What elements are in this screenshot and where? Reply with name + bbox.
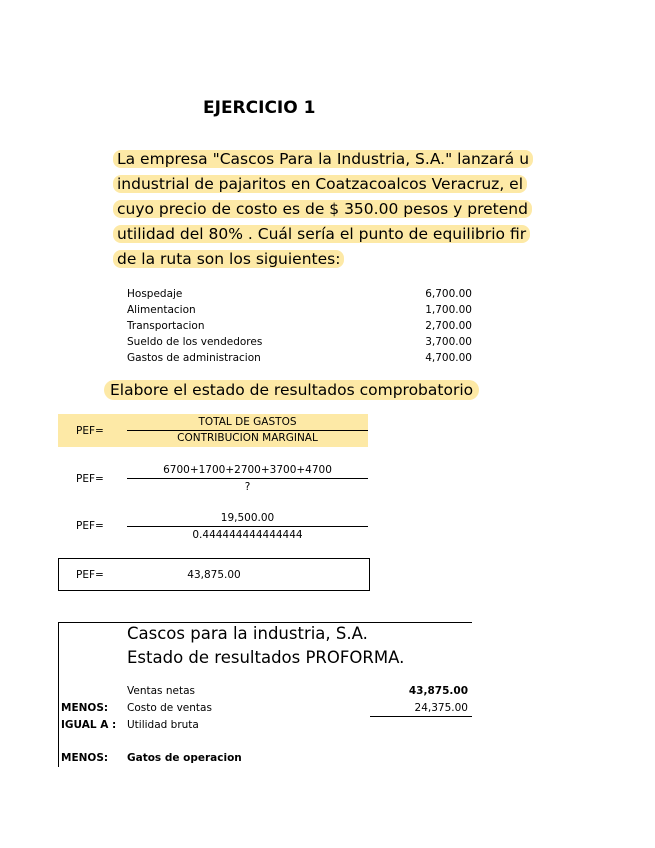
expense-row xyxy=(127,286,472,302)
fraction-line xyxy=(127,526,368,527)
expense-row xyxy=(127,350,472,366)
problem-line: utilidad del 80% . Cuál sería el punto de equilibrio fir xyxy=(113,222,655,247)
statement-title: Estado de resultados PROFORMA. xyxy=(127,648,405,667)
problem-line: La empresa "Cascos Para la Industria, S.A." lanzará u xyxy=(113,147,655,172)
expense-row xyxy=(127,318,472,334)
row-amount: 43,875.00 xyxy=(408,685,468,697)
expense-amount: 4,700.00 xyxy=(425,352,472,364)
pef-denominator: 0.444444444444444 xyxy=(192,529,303,541)
problem-line: cuyo precio de costo es de $ 350.00 pesos y pretend xyxy=(113,197,655,222)
problem-statement xyxy=(113,147,655,272)
statement-left-border xyxy=(58,622,59,767)
row-prefix: MENOS: xyxy=(61,752,109,764)
problem-line: de la ruta son los siguientes: xyxy=(113,247,655,272)
pef-label: PEF= xyxy=(76,473,104,485)
pef-label: PEF= xyxy=(76,425,104,437)
row-amount: 24,375.00 xyxy=(414,702,468,714)
expense-row xyxy=(127,334,472,350)
expense-amount: 6,700.00 xyxy=(425,288,472,300)
row-label: Gatos de operacion xyxy=(127,752,242,764)
row-prefix: IGUAL A : xyxy=(61,719,117,731)
pef-result: 43,875.00 xyxy=(187,569,241,581)
expense-label: Hospedaje xyxy=(127,288,183,300)
row-label: Costo de ventas xyxy=(127,702,212,714)
pef-denominator: ? xyxy=(244,481,251,493)
statement-top-border xyxy=(58,622,472,623)
company-name: Cascos para la industria, S.A. xyxy=(127,624,368,643)
pef-numerator: 6700+1700+2700+3700+4700 xyxy=(163,464,332,476)
exercise-title: EJERCICIO 1 xyxy=(203,98,316,118)
subtotal-line xyxy=(370,716,472,717)
pef-denominator: CONTRIBUCION MARGINAL xyxy=(177,432,318,444)
row-label: Ventas netas xyxy=(127,685,195,697)
fraction-line xyxy=(127,478,368,479)
pef-label: PEF= xyxy=(76,569,104,581)
expense-label: Alimentacion xyxy=(127,304,196,316)
expense-label: Gastos de administracion xyxy=(127,352,261,364)
instruction-text: Elabore el estado de resultados comprobatorio xyxy=(104,380,479,400)
expense-amount: 2,700.00 xyxy=(425,320,472,332)
expense-row xyxy=(127,302,472,318)
row-prefix: MENOS: xyxy=(61,702,109,714)
row-label: Utilidad bruta xyxy=(127,719,199,731)
expense-label: Sueldo de los vendedores xyxy=(127,336,263,348)
expense-amount: 1,700.00 xyxy=(425,304,472,316)
expense-label: Transportacion xyxy=(127,320,205,332)
pef-numerator: TOTAL DE GASTOS xyxy=(198,416,297,428)
fraction-line xyxy=(127,430,368,431)
problem-line: industrial de pajaritos en Coatzacoalcos Veracruz, el xyxy=(113,172,655,197)
expense-amount: 3,700.00 xyxy=(425,336,472,348)
pef-result-box xyxy=(58,558,370,591)
pef-label: PEF= xyxy=(76,520,104,532)
pef-numerator: 19,500.00 xyxy=(220,512,275,524)
